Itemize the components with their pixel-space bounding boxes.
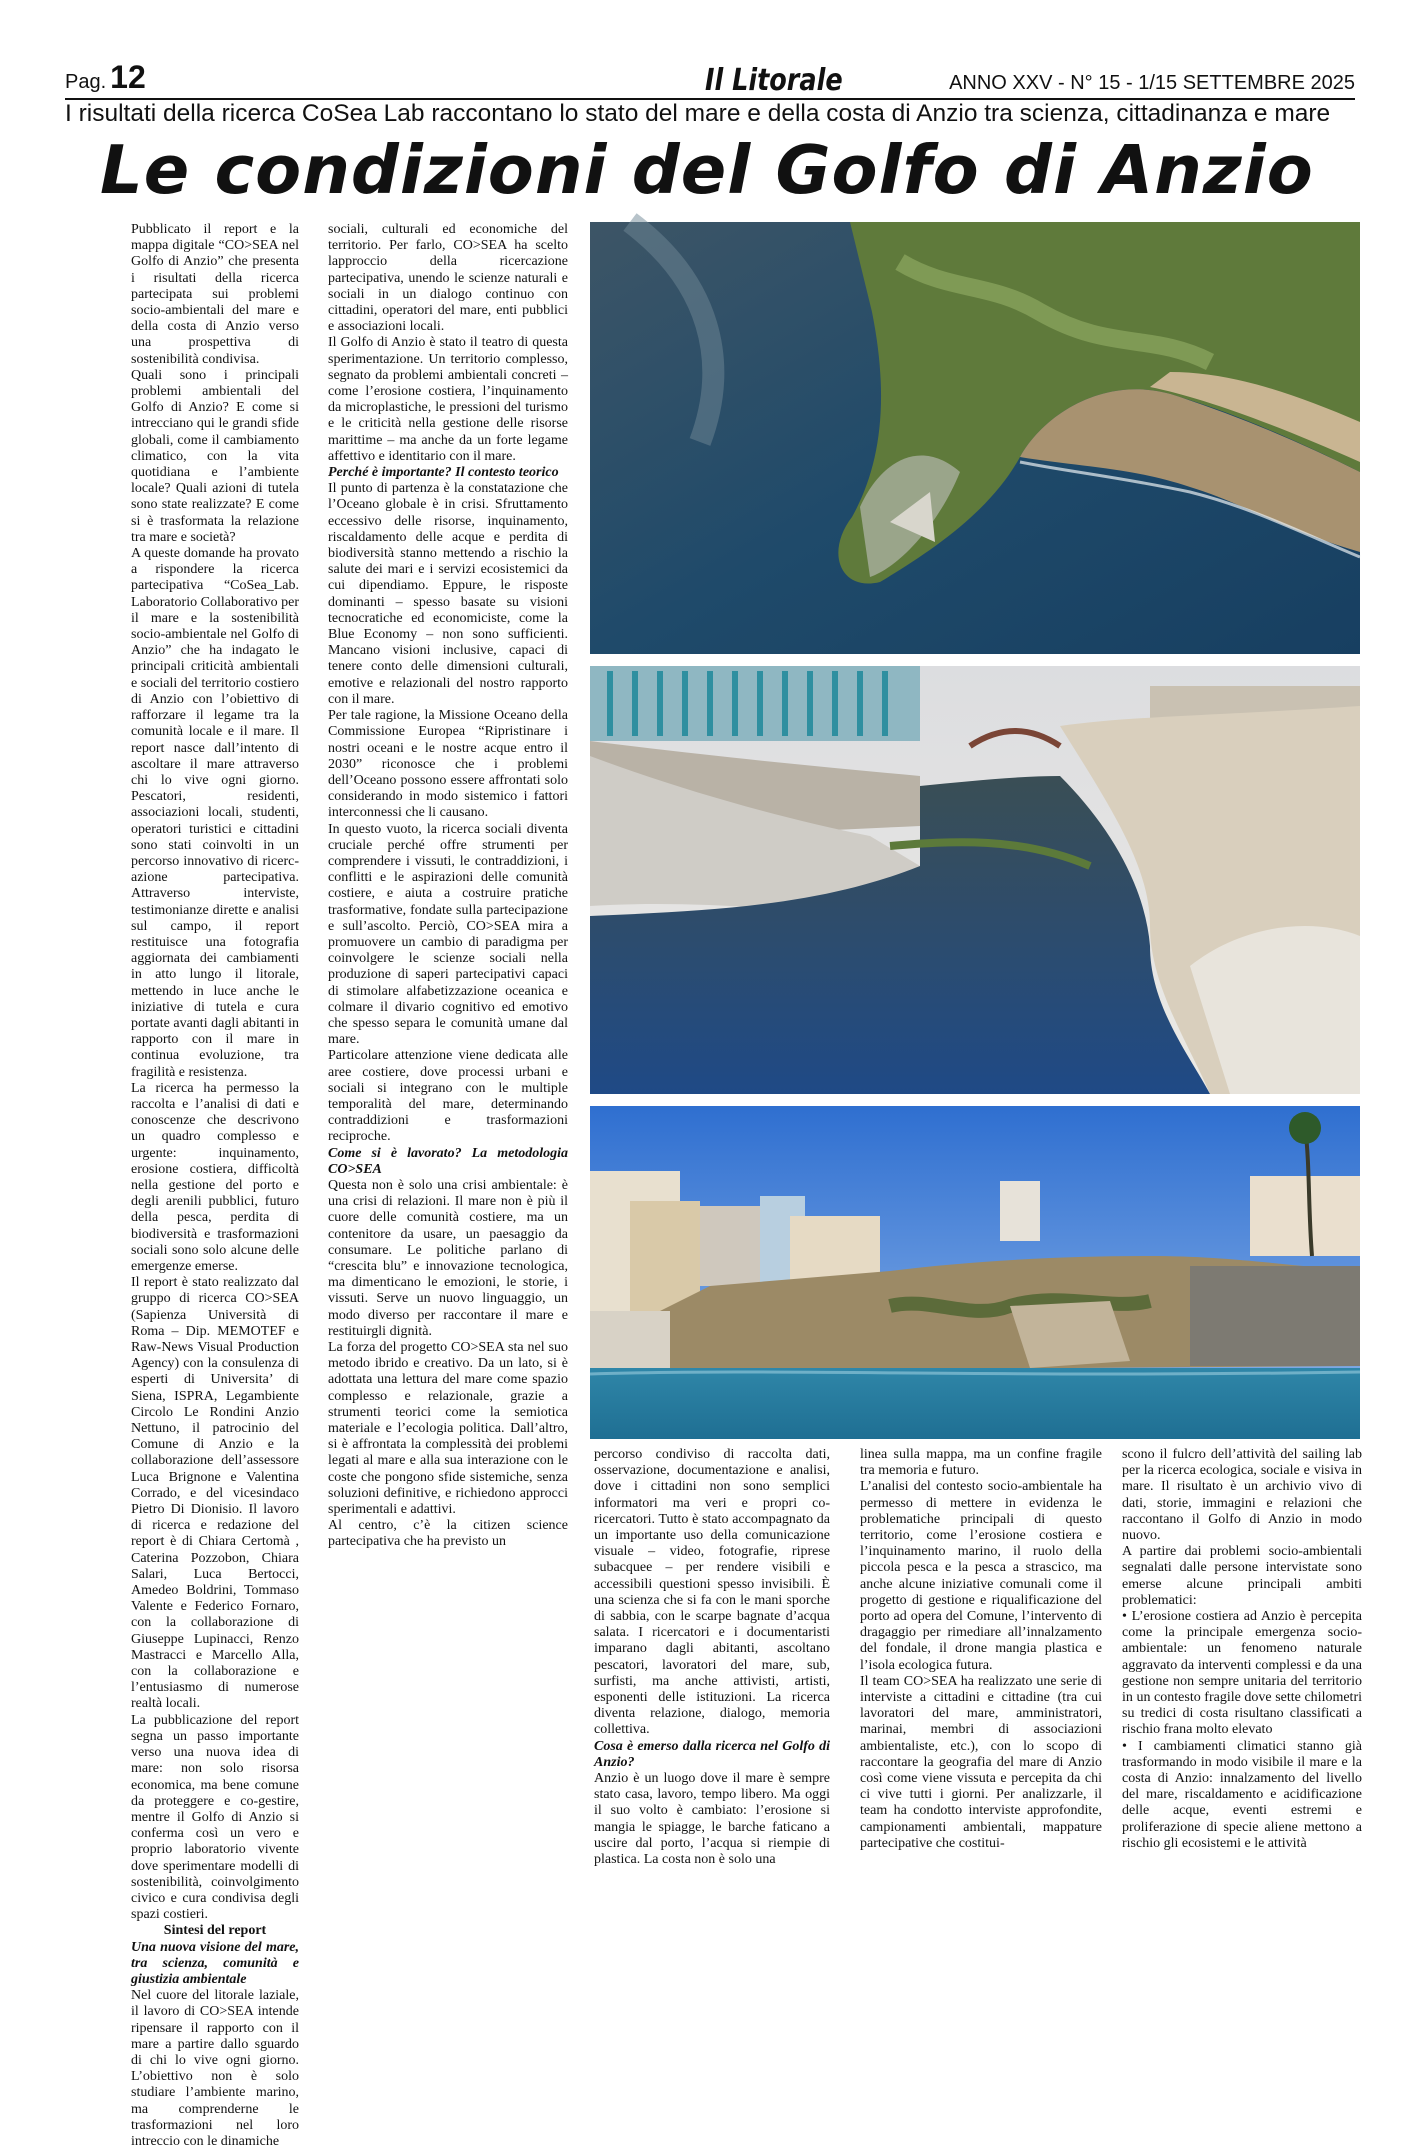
paragraph: sociali, culturali ed economiche del territorio. Per farlo, CO>SEA ha scelto lapproccio della ricercazione partecipativa, unendo le scienze naturali e sociali in un dialogo continuo con cittadini, operatori del mare, enti pubblici e associazioni locali. [328, 222, 568, 335]
paragraph: Per tale ragione, la Missione Oceano della Commissione Europea “Ripristinare i nostri oceani e le nostre acque entro il 2030” riconosce che i problemi dell’Oceano possono essere affrontati solo considerando in modo sistemico i fattori interconnessi che li causano. [328, 708, 568, 821]
cliff-buildings-photo [590, 1106, 1360, 1439]
paragraph: L’analisi del contesto socio-ambientale ha permesso di mettere in evidenza le problematiche principali di questo territorio, come l’erosione costiera e l’inquinamento marino, il ruolo della piccola pesca e la pesca a strascico, ma anche alcune iniziative comunali come il progetto di gestione e riqualificazione del porto ad opera del Comune, l’intervento di dragaggio per rimediare all’innalzamento del fondale, il drone mangia plastica e l’isola ecologica futura. [860, 1479, 1102, 1673]
paragraph: percorso condiviso di raccolta dati, osservazione, documentazione e analisi, dove i cittadini non sono semplici informatori ma veri e propri co-ricercatori. Tutto è stato accompagnato da un importante uso della comunicazione visuale – video, fotografie, riprese subacquee – per rendere visibili e accessibili questioni spesso invisibili. È una scienza che si fa con le mani sporche di sabbia, con le scarpe bagnate d’acqua salata. I ricercatori e i documentaristi imparano dagli abitanti, ascoltano pescatori, lavoratori del mare, sub, surfisti, ma anche attivisti, artisti, esponenti delle istituzioni. La ricerca diventa relazione, dialogo, memoria collettiva. [594, 1447, 830, 1738]
paragraph: Nel cuore del litorale laziale, il lavoro di CO>SEA intende ripensare il rapporto con il mare a partire dallo sguardo di chi lo vive ogni giorno. L’obiettivo non è solo studiare l’ambiente marino, ma comprenderne le trasformazioni nel loro intreccio con le dinamiche [131, 1988, 299, 2149]
issue-info: ANNO XXV - N° 15 - 1/15 SETTEMBRE 2025 [949, 72, 1355, 94]
article-column-4 [860, 1447, 1102, 1982]
paragraph: Il Golfo di Anzio è stato il teatro di questa sperimentazione. Un territorio complesso, segnato da problemi ambientali concreti – come l’erosione costiera, l’inquinamento da microplastiche, le pressioni del turismo e le criticità nella gestione delle risorse marittime – ma anche da un forte legame affettivo e identitario con il mare. [328, 335, 568, 464]
paragraph: Il punto di partenza è la constatazione che l’Oceano globale è in crisi. Sfruttamento eccessivo delle risorse, inquinamento, riscaldamento delle acque e perdita di biodiversità stanno mettendo a rischio la salute dei mari e i servizi ecosistemici da cui dipendiamo. Eppure, le risposte dominanti – spesso basate su visioni tecnocratiche ed economiciste, come la Blue Economy – non sono sufficienti. Mancano visioni inclusive, capaci di tenere conto delle dimensioni culturali, emotive e relazionali del nostro rapporto con il mare. [328, 481, 568, 707]
paragraph: Particolare attenzione viene dedicata alle aree costiere, dove processi urbani e sociali si integrano con le multiple temporalità del mare, determinando contraddizioni e trasformazioni reciproche. [328, 1048, 568, 1145]
paragraph: linea sulla mappa, ma un confine fragile tra memoria e futuro. [860, 1447, 1102, 1479]
paragraph: • L’erosione costiera ad Anzio è percepita come la principale emergenza socio-ambientale: un fenomeno naturale aggravato da interventi complessi e da una gestione non sempre unitaria del territorio in un contesto fragile dove sette chilometri su tredici di costa risultano classificati a rischio frana molto elevato [1122, 1609, 1362, 1738]
paragraph: Il report è stato realizzato dal gruppo di ricerca CO>SEA (Sapienza Università di Roma – Dip. MEMOTEF e Raw-News Visual Production Agency) con la consulenza di esperti di Universita’ di Siena, ISPRA, Legambiente Circolo Le Rondini Anzio Nettuno, il patrocinio del Comune di Anzio e la collaborazione dell’assessore Luca Brignone e Valentina Corrado, e del vicesindaco Pietro Di Dionisio. Il lavoro di ricerca e redazione del report è di Chiara Certomà , Caterina Pozzobon, Chiara Salari, Luca Bertocci, Amedeo Boldrini, Tommaso Valente e Federico Fornaro, con la collaborazione di Giuseppe Lupinacci, Renzo Mastracci e Marcello Alla, con la collaborazione e l’entusiasmo di numerose realtà locali. [131, 1275, 299, 1712]
article-kicker: I risultati della ricerca CoSea Lab raccontano lo stato del mare e della costa di Anzio tra scienza, cittadinanza e mare [65, 100, 1331, 127]
article-column-1 [131, 222, 299, 2149]
article-column-2 [328, 222, 568, 1982]
rocky-channel-photo [590, 666, 1360, 1094]
paragraph: Al centro, c’è la citizen science partecipativa che ha previsto un [328, 1518, 568, 1550]
section-title: Sintesi del report [163, 1923, 267, 1939]
paragraph: In questo vuoto, la ricerca sociali diventa cruciale perché offre strumenti per comprendere i vissuti, le contraddizioni, i conflitti e le aspirazioni delle comunità costiere, e aiuta a costruire pratiche trasformative, fondate sulla partecipazione e sull’ascolto. Perciò, CO>SEA mira a promuovere un cambio di paradigma per coinvolgere le scienze sociali nella produzione di saperi partecipativi capaci di stimolare alfabetizzazione oceanica e colmare il divario cognitivo ed emotivo che spesso separa le comunità umane dal mare. [328, 821, 568, 1048]
page-header [65, 60, 1355, 100]
article-column-5 [1122, 1447, 1362, 1982]
paragraph: La ricerca ha permesso la raccolta e l’analisi di dati e conoscenze che descrivono un quadro complesso e urgente: inquinamento, erosione costiera, difficoltà nella gestione del porto e degli arenili pubblici, futuro della pesca, perdita di biodiversità e trasformazioni sociali sono solo alcune delle emergenze emerse. [131, 1080, 299, 1274]
subheading: Come si è lavorato? La metodologia CO>SEA [328, 1145, 568, 1177]
paragraph: scono il fulcro dell’attività del sailing lab per la ricerca ecologica, sociale e visiva in mare. Il risultato è un archivio vivo di dati, storie, immagini e relazioni che raccontano il Golfo di Anzio in modo nuovo. [1122, 1447, 1362, 1544]
newspaper-logo: Il Litorale [705, 63, 843, 98]
paragraph: Anzio è un luogo dove il mare è sempre stato casa, lavoro, tempo libero. Ma oggi il suo volto è cambiato: l’erosione si mangia le spiagge, le barche faticano a uscire dal porto, l’acqua si riempie di plastica. La costa non è solo una [594, 1771, 830, 1868]
paragraph: La forza del progetto CO>SEA sta nel suo metodo ibrido e creativo. Da un lato, si è adottata una lettura del mare come spazio complesso e relazionale, grazie a strumenti teorici come la semiotica materiale e l’ecologia politica. Dall’altro, si è affrontata la complessità dei problemi legati al mare e alla sua interazione con le coste che pongono sfide sistemiche, senza soluzioni definitive, e richiedono approcci sperimentali e adattivi. [328, 1340, 568, 1518]
page-number: Pag. 12 [65, 59, 146, 95]
paragraph: Questa non è solo una crisi ambientale: è una crisi di relazioni. Il mare non è più il cuore delle comunità costiere, ma un contenitore da usare, un paesaggio da consumare. Le politiche parlano di “crescita blu” e innovazione tecnologica, ma dimenticano le emozioni, le storie, i vissuti. Serve un nuovo linguaggio, un modo diverso per raccontare il mare e restituirgli dignità. [328, 1177, 568, 1339]
article-column-3 [594, 1447, 830, 1982]
paragraph: Quali sono i principali problemi ambientali del Golfo di Anzio? E come si intrecciano qui le grandi sfide globali, come il cambiamento climatico, con la vita quotidiana e l’ambiente locale? Quali azioni di tutela sono state realizzate? E come si è trasformata la relazione tra mare e società? [131, 367, 299, 545]
paragraph: Pubblicato il report e la mappa digitale “CO>SEA nel Golfo di Anzio” che presenta i risultati della ricerca partecipata sui problemi socio-ambientali del mare e della costa di Anzio verso una prospettiva di sostenibilità condivisa. [131, 222, 299, 367]
paragraph: La pubblicazione del report segna un passo importante verso una nuova idea di mare: non solo risorsa economica, ma bene comune da proteggere e co-gestire, mentre il Golfo di Anzio si conferma così un vero e proprio laboratorio vivente dove sperimentare modelli di sostenibilità, coinvolgimento civico e cura condivisa degli spazi costieri. [131, 1712, 299, 1923]
aerial-coast-photo [590, 222, 1360, 654]
paragraph: • I cambiamenti climatici stanno già trasformando in modo visibile il mare e la costa di Anzio: innalzamento del livello del mare, riscaldamento e acidificazione delle acque, eventi estremi e proliferazione di specie aliene mettono a rischio gli ecosistemi e le attività [1122, 1738, 1362, 1851]
subheading: Cosa è emerso dalla ricerca nel Golfo di Anzio? [594, 1738, 830, 1770]
paragraph: Il team CO>SEA ha realizzato une serie di interviste a cittadini e cittadine (tra cui lavoratori del mare, amministratori, marinai, membri di associazioni ambientaliste, etc.), con lo scopo di raccontare la geografia del mare di Anzio così come viene vissuta e percepita da chi ci vive tutti i giorni. Per analizzarle, il team ha condotto interviste approfondite, campionamenti ambientali, mappature partecipative che costitui- [860, 1673, 1102, 1851]
paragraph: A partire dai problemi socio-ambientali segnalati dalle persone intervistate sono emerse alcune principali ambiti problematici: [1122, 1544, 1362, 1608]
paragraph: A queste domande ha provato a rispondere la ricerca partecipativa “CoSea_Lab. Laboratorio Collaborativo per il mare e la sostenibilità socio-ambientale nel Golfo di Anzio” che ha indagato le principali criticità ambientali e sociali del territorio costiero di Anzio con l’obiettivo di rafforzare il legame tra la comunità locale e il mare. Il report nasce dall’intento di ascoltare il mare attraverso chi lo vive ogni giorno. Pescatori, residenti, associazioni locali, studenti, operatori turistici e cittadini sono stati coinvolti in un percorso innovativo di ricerc-azione partecipativa. Attraverso interviste, testimonianze dirette e analisi sul campo, il report restituisce una fotografia aggiornata dei cambiamenti in atto lungo il litorale, mettendo in luce anche le iniziative di tutela e cura portate avanti dagli abitanti in rapporto con il mare in continua evoluzione, tra fragilità e resistenza. [131, 546, 299, 1080]
article-headline: Le condizioni del Golfo di Anzio [100, 131, 1314, 209]
subheading: Una nuova visione del mare, tra scienza, comunità e giustizia ambientale [131, 1939, 299, 1987]
subheading: Perché è importante? Il contesto teorico [328, 465, 559, 481]
